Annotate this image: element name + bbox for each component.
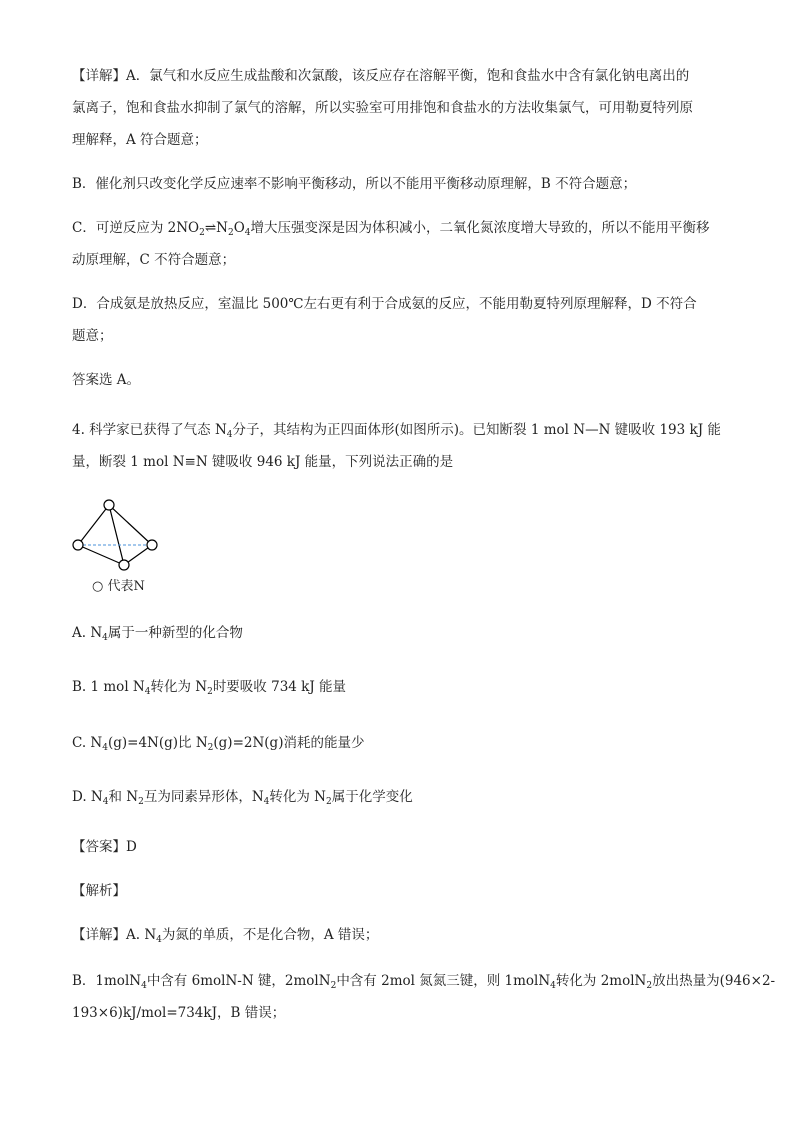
n-atom-icon (73, 540, 83, 550)
detail-line-d1: D．合成氨是放热反应，室温比 500℃左右更有利于合成氨的反应，不能用勒夏特列原理解释，D 不符合 (72, 296, 697, 312)
answer-row (72, 837, 724, 857)
figure-label: ○ 代表N (92, 579, 145, 594)
n-atom-icon (119, 560, 129, 570)
detail-tag: 【详解】 (72, 927, 126, 943)
q4-stem-line1: 4. 科学家已获得了气态 $N_4$分子，其结构为正四面体形(如图所示)。已知断裂 1 mol N—N 键吸收 193 kJ 能 (72, 422, 721, 440)
detail-line-c1: C．可逆反应为 $2NO_2\rightleftharpoons N_2O_4$增大压强变深是因为体积减小，二氧化氮浓度增大导致的，所以不能用平衡移 (72, 220, 710, 238)
q4-detail-b1: B．1molN$_4$中含有 6molN-N 键，2molN$_2$中含有 2mol 氮氮三键，则 1molN$_4$转化为 2molN$_2$放出热量为(946×2- (72, 973, 776, 991)
option-b: B. 1 mol $N_4$转化为 $N_2$时要吸收 734 kJ 能量 (72, 679, 347, 697)
answer-line: 答案选 A。 (72, 372, 141, 388)
answer-value: D (126, 839, 137, 855)
option-d: D. $N_4$和 $N_2$互为同素异形体，$N_4$转化为 $N_2$属于化学变化 (72, 789, 413, 807)
analysis-tag: 【解析】 (72, 883, 126, 899)
detail-line-a1: 【详解】A．氯气和水反应生成盐酸和次氯酸，该反应存在溶解平衡，饱和食盐水中含有氯化钠电离出的 (72, 68, 690, 84)
n-atom-icon (104, 500, 114, 510)
detail-line-c2: 动原理解，C 不符合题意； (72, 252, 236, 268)
q4-stem-line2: 量，断裂 1 mol N≡N 键吸收 946 kJ 能量，下列说法正确的是 (72, 454, 454, 470)
detail-line-a2: 氯离子，饱和食盐水抑制了氯气的溶解，所以实验室可用排饱和食盐水的方法收集氯气，可用勒夏特列原 (72, 100, 693, 116)
bond-line (78, 505, 109, 545)
bond-line (109, 505, 152, 545)
detail-line-d2: 题意； (72, 328, 113, 344)
q4-detail-b2: 193×6)kJ/mol=734kJ，B 错误； (72, 1005, 286, 1021)
q4-detail-a: 【详解】A. $N_4$为氮的单质，不是化合物，A 错误； (72, 927, 379, 945)
detail-line-a3: 理解释，A 符合题意； (72, 132, 208, 148)
option-a: A. $N_4$属于一种新型的化合物 (72, 625, 243, 643)
answer-tag: 【答案】 (72, 839, 126, 855)
option-c: C. $N_4(g)=4N(g)$比 $N_2(g)=2N(g)$消耗的能量少 (72, 735, 365, 753)
bond-line (78, 545, 124, 565)
bond-line (109, 505, 124, 565)
detail-line-b: B．催化剂只改变化学反应速率不影响平衡移动，所以不能用平衡移动原理解，B 不符合题意； (72, 176, 637, 192)
n-atom-icon (147, 540, 157, 550)
tetrahedron-figure (68, 497, 168, 577)
detail-tag: 【详解】 (72, 68, 126, 84)
